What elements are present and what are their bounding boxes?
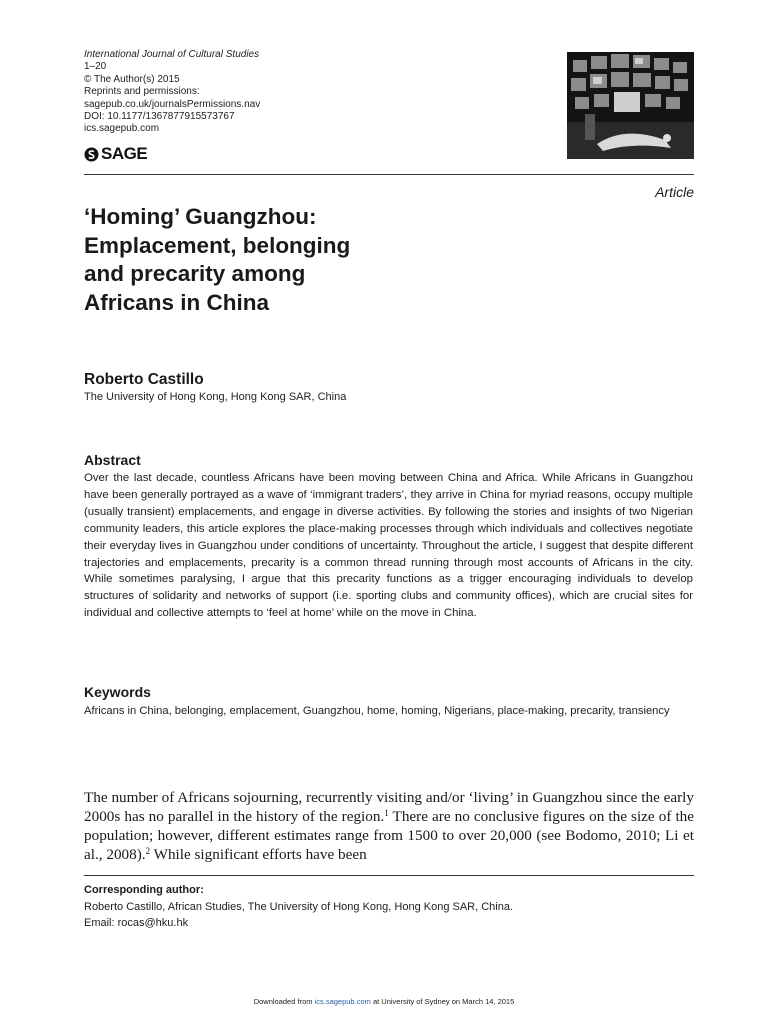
footnote-ref[interactable]: 2 (145, 846, 151, 857)
copyright: © The Author(s) 2015 (84, 73, 180, 85)
corresponding-author-details (84, 900, 513, 931)
body-text-part: The number of Africans sojourning, recurrently visiting and/or ‘living’ in Guangzhou since the early 2000s has no parallel in the history of the region. (84, 789, 694, 826)
title-line: Africans in China (84, 289, 270, 315)
keywords-heading: Keywords (84, 684, 151, 700)
footnote-rule (84, 875, 694, 876)
body-text-part: There are no conclusive figures on the size of the population; however, different estimates range from 1500 to over 20,000 (see Bodomo, 2010; Li et al., 2008). (84, 808, 694, 864)
download-footer (0, 997, 768, 1006)
doi[interactable]: DOI: 10.1177/1367877915573767 (84, 111, 235, 123)
keywords-text: Africans in China, belonging, emplacement, Guangzhou, home, homing, Nigerians, place-making, precarity, transiency (84, 705, 670, 717)
author-affiliation: The University of Hong Kong, Hong Kong SAR, China (84, 391, 347, 403)
abstract-heading: Abstract (84, 452, 141, 468)
body-paragraph (84, 788, 694, 864)
journal-site[interactable]: ics.sagepub.com (84, 123, 160, 135)
article-title (84, 203, 504, 317)
reprints-label: Reprints and permissions: (84, 86, 200, 98)
header-rule (84, 174, 694, 175)
page-range: 1–20 (84, 61, 107, 73)
corresponding-author-heading: Corresponding author: (84, 884, 204, 896)
body-text-part: While significant efforts have been (150, 846, 367, 864)
journal-name: International Journal of Cultural Studies (84, 49, 260, 60)
corresponding-email[interactable]: Email: rocas@hku.hk (84, 916, 189, 929)
sage-logo (84, 144, 147, 164)
corresponding-address: Roberto Castillo, African Studies, The University of Hong Kong, Hong Kong SAR, China. (84, 901, 514, 913)
footer-prefix: Downloaded from (253, 997, 315, 1006)
author-name: Roberto Castillo (84, 371, 204, 388)
title-line: ‘Homing’ Guangzhou: (84, 204, 317, 229)
abstract-text: Over the last decade, countless Africans have been moving between China and Africa. While Africans in Guangzhou have been generally portrayed as a wave of ‘immigrant traders’, they arrive in China for myriad reasons, occupy multiple (usually transient) emplacements, and engage in diverse activities. By following the stories and insights of two Nigerian community leaders, this article explores the place-making processes through which individuals and collectives negotiate their everyday lives in Guangzhou under conditions of uncertainty. Throughout the article, I suggest that despite different trajectories and emplacements, precarity is a common thread running through most accounts of Africans in the city. While sometimes paralysing, I argue that this precarity functions as a trigger encouraging individuals to develop structures of solidarity and networks of support (i.e. sporting clubs and community offices), which are crucial sites for individual and collective attempts to ‘feel at home’ while on the move in China. (84, 472, 693, 620)
footer-suffix: at University of Sydney on March 14, 2015 (370, 997, 515, 1006)
article-type: Article (655, 184, 694, 200)
title-line: Emplacement, belonging (84, 232, 351, 258)
sage-mark-icon (84, 147, 99, 162)
footer-link[interactable]: ics.sagepub.com (314, 997, 371, 1006)
journal-cover-image (567, 52, 694, 159)
permissions-url[interactable]: sagepub.co.uk/journalsPermissions.nav (84, 98, 261, 110)
title-line: and precarity among (84, 261, 306, 287)
footnote-ref[interactable]: 1 (384, 808, 389, 819)
sage-logo-text: SAGE (101, 144, 148, 163)
journal-metadata (84, 49, 260, 136)
